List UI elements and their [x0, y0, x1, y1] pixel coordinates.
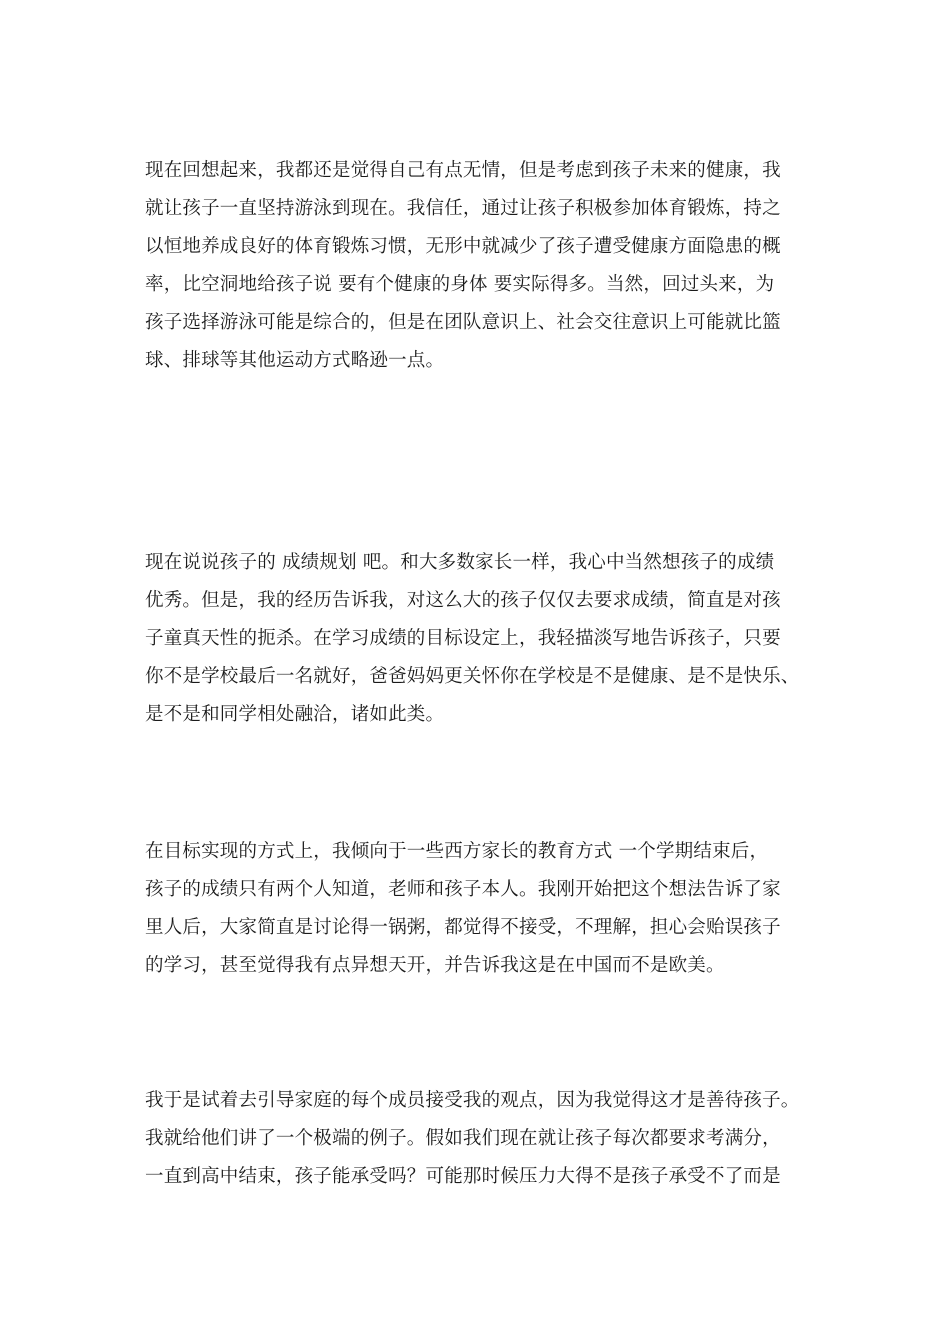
text-line: 一直到高中结束，孩子能承受吗？可能那时候压力大得不是孩子承受不了而是 — [145, 1166, 781, 1187]
text-line: 孩子选择游泳可能是综合的，但是在团队意识上、社会交往意识上可能就比篮 — [145, 312, 781, 333]
text-line: 你不是学校最后一名就好，爸爸妈妈更关怀你在学校是不是健康、是不是快乐、 — [145, 666, 800, 687]
text-line: 在目标实现的方式上，我倾向于一些西方家长的教育方式 一个学期结束后， — [145, 841, 769, 862]
paragraph-goal-method — [145, 833, 825, 985]
text-line: 的学习，甚至觉得我有点异想天开，并告诉我这是在中国而不是欧美。 — [145, 955, 725, 976]
paragraph-swimming-health — [145, 152, 825, 380]
text-line: 是不是和同学相处融洽，诸如此类。 — [145, 704, 445, 725]
text-line: 以恒地养成良好的体育锻炼习惯，无形中就减少了孩子遭受健康方面隐患的概 — [145, 236, 781, 257]
text-line: 球、排球等其他运动方式略逊一点。 — [145, 350, 445, 371]
text-line: 里人后，大家简直是讨论得一锅粥，都觉得不接受，不理解，担心会贻误孩子 — [145, 917, 781, 938]
text-line: 我就给他们讲了一个极端的例子。假如我们现在就让孩子每次都要求考满分， — [145, 1128, 781, 1149]
paragraph-family-guidance — [145, 1082, 825, 1196]
text-line: 子童真天性的扼杀。在学习成绩的目标设定上，我轻描淡写地告诉孩子，只要 — [145, 628, 781, 649]
text-line: 现在说说孩子的 成绩规划 吧。和大多数家长一样，我心中当然想孩子的成绩 — [145, 552, 775, 573]
text-line: 现在回想起来，我都还是觉得自己有点无情，但是考虑到孩子未来的健康，我 — [145, 160, 781, 181]
text-line: 就让孩子一直坚持游泳到现在。我信任，通过让孩子积极参加体育锻炼，持之 — [145, 198, 781, 219]
paragraph-grade-planning — [145, 544, 825, 734]
text-line: 优秀。但是，我的经历告诉我，对这么大的孩子仅仅去要求成绩，简直是对孩 — [145, 590, 781, 611]
text-line: 我于是试着去引导家庭的每个成员接受我的观点，因为我觉得这才是善待孩子。 — [145, 1090, 800, 1111]
text-line: 孩子的成绩只有两个人知道，老师和孩子本人。我刚开始把这个想法告诉了家 — [145, 879, 781, 900]
text-line: 率，比空洞地给孩子说 要有个健康的身体 要实际得多。当然，回过头来，为 — [145, 274, 775, 295]
